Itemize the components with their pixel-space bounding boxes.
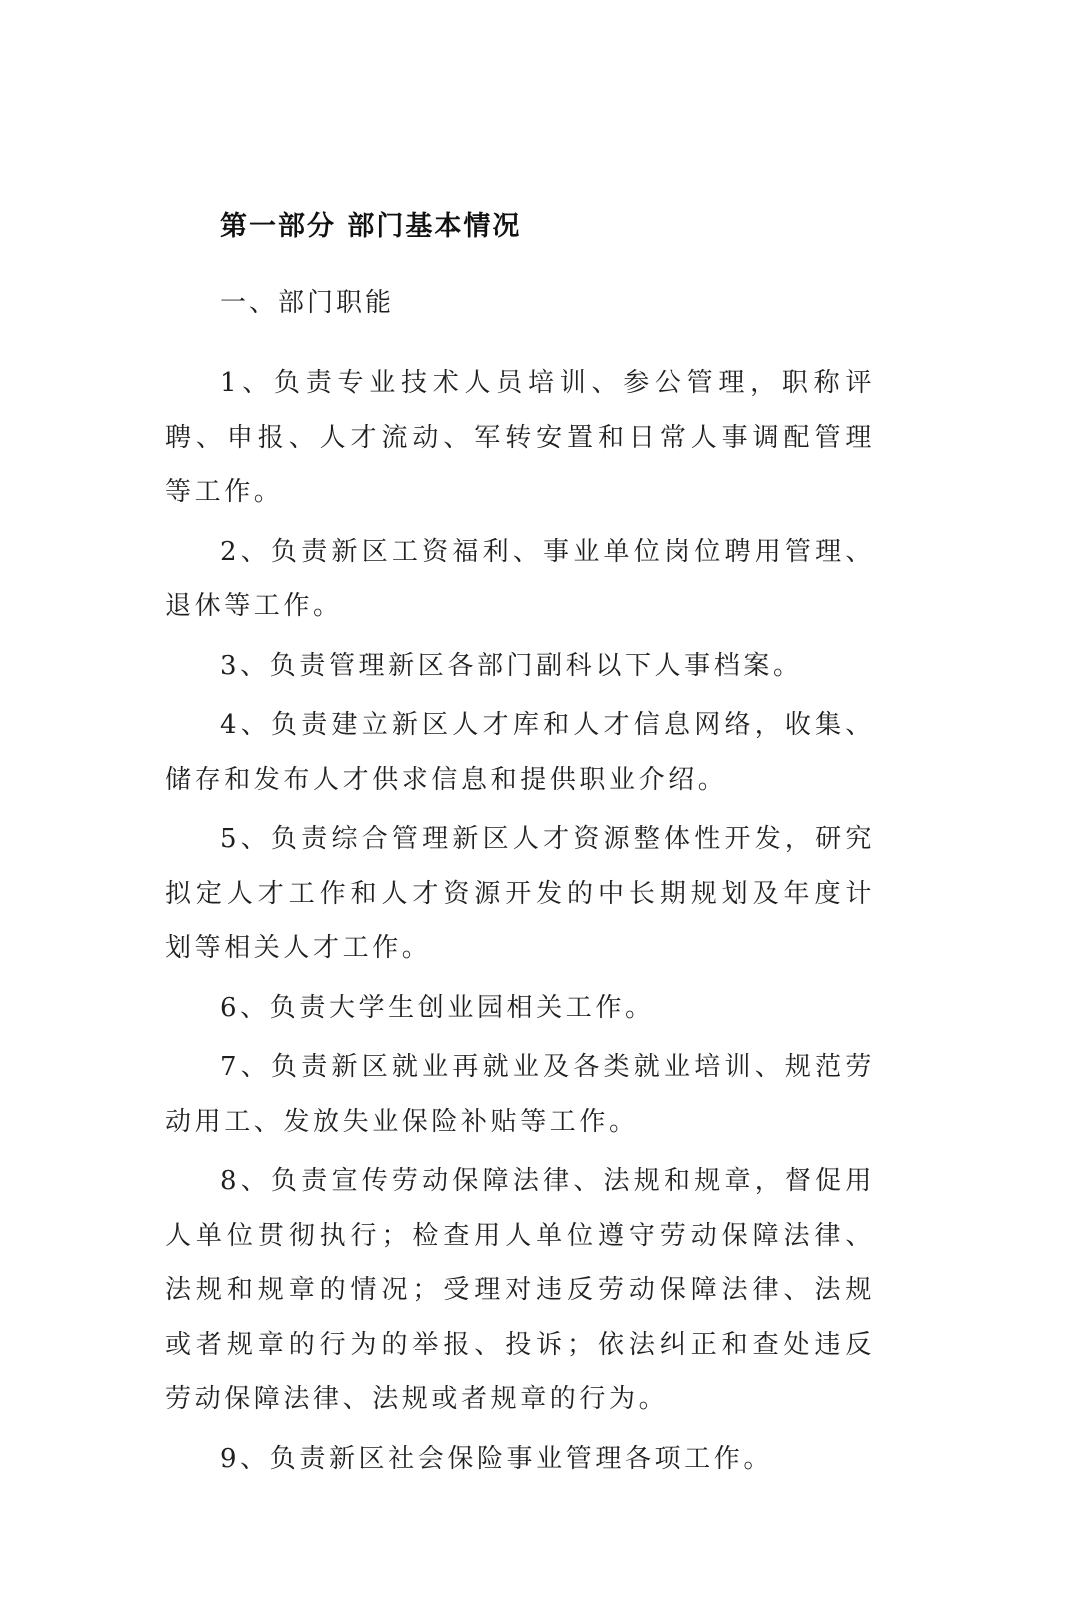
duty-item-3: 3、负责管理新区各部门副科以下人事档案。	[220, 650, 803, 681]
duty-item-6: 6、负责大学生创业园相关工作。	[220, 992, 655, 1023]
section-title: 一、部门职能	[220, 288, 395, 318]
duty-item-7: 7、负责新区就业再就业及各类就业培训、规范劳动用工、发放失业保险补贴等工作。	[165, 1052, 875, 1137]
duty-item-8: 8、负责宣传劳动保障法律、法规和规章，督促用人单位贯彻执行；检查用人单位遵守劳动保障法律、法规和规章的情况；受理对违反劳动保障法律、法规或者规章的行为的举报、投诉；依法纠正和查处违反劳动保障法律、法规或者规章的行为。	[165, 1166, 875, 1414]
document-body	[165, 206, 875, 1491]
duty-item-9: 9、负责新区社会保险事业管理各项工作。	[220, 1443, 773, 1474]
duty-item-2: 2、负责新区工资福利、事业单位岗位聘用管理、退休等工作。	[165, 536, 875, 621]
part-title: 第一部分 部门基本情况	[220, 211, 522, 242]
duty-item-1: 1、负责专业技术人员培训、参公管理，职称评聘、申报、人才流动、军转安置和日常人事调配管理等工作。	[165, 368, 875, 507]
duty-item-4: 4、负责建立新区人才库和人才信息网络，收集、储存和发布人才供求信息和提供职业介绍。	[165, 710, 875, 795]
duty-item-5: 5、负责综合管理新区人才资源整体性开发，研究拟定人才工作和人才资源开发的中长期规划及年度计划等相关人才工作。	[165, 824, 875, 963]
